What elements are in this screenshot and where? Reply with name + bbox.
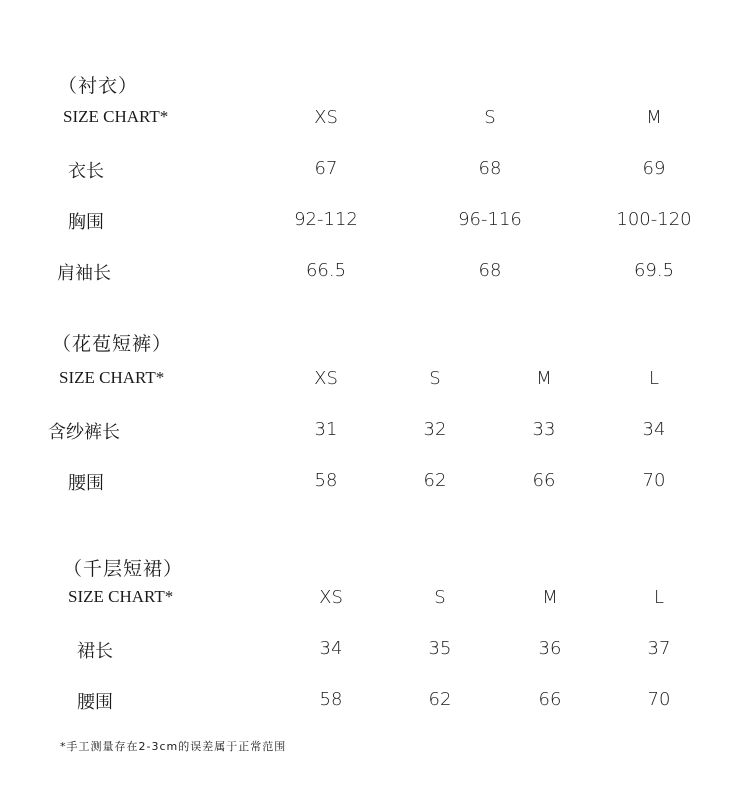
size-header-l: L xyxy=(648,368,660,389)
table-cell: 66 xyxy=(532,470,556,491)
size-chart-label: SIZE CHART* xyxy=(68,587,174,606)
row-label-length: 衣长 xyxy=(68,161,104,182)
size-header-m: M xyxy=(646,107,662,128)
table-cell: 66 xyxy=(538,689,562,710)
size-chart-label: SIZE CHART* xyxy=(59,368,165,387)
table-cell: 69.5 xyxy=(633,260,675,281)
table-cell: 68 xyxy=(478,158,502,179)
row-label-sleeve: 肩袖长 xyxy=(57,263,111,284)
table-cell: 33 xyxy=(532,419,556,440)
table-cell: 66.5 xyxy=(305,260,347,281)
size-header-xs: XS xyxy=(314,368,338,389)
size-header-l: L xyxy=(653,587,665,608)
table-cell: 34 xyxy=(319,638,343,659)
table-cell: 37 xyxy=(647,638,671,659)
size-chart-label: SIZE CHART* xyxy=(63,107,169,126)
table-cell: 96-116 xyxy=(458,209,522,230)
footnote: *手工测量存在2-3cm的误差属于正常范围 xyxy=(60,740,287,753)
table-cell: 58 xyxy=(314,470,338,491)
size-header-m: M xyxy=(542,587,558,608)
size-header-m: M xyxy=(536,368,552,389)
table-cell: 31 xyxy=(314,419,338,440)
size-header-s: S xyxy=(429,368,441,389)
size-header-xs: XS xyxy=(319,587,343,608)
row-label-waist: 腰围 xyxy=(77,692,113,713)
size-header-s: S xyxy=(434,587,446,608)
table-cell: 70 xyxy=(647,689,671,710)
table-cell: 58 xyxy=(319,689,343,710)
table-cell: 34 xyxy=(642,419,666,440)
table-cell: 100-120 xyxy=(616,209,692,230)
table-cell: 36 xyxy=(538,638,562,659)
row-label-skirt-length: 裙长 xyxy=(77,641,113,662)
table-title-skirt: （千层短裙） xyxy=(63,558,184,580)
size-header-xs: XS xyxy=(314,107,338,128)
table-cell: 70 xyxy=(642,470,666,491)
row-label-waist: 腰围 xyxy=(68,473,104,494)
table-title-shirt: （衬衣） xyxy=(58,75,139,97)
table-cell: 67 xyxy=(314,158,338,179)
table-cell: 69 xyxy=(642,158,666,179)
table-cell: 62 xyxy=(428,689,452,710)
table-cell: 35 xyxy=(428,638,452,659)
table-title-shorts: （花苞短裤） xyxy=(52,333,173,355)
table-cell: 32 xyxy=(423,419,447,440)
row-label-chest: 胸围 xyxy=(68,212,104,233)
size-header-s: S xyxy=(484,107,496,128)
table-cell: 68 xyxy=(478,260,502,281)
row-label-length-with-tulle: 含纱裤长 xyxy=(48,422,120,443)
table-cell: 92-112 xyxy=(294,209,358,230)
table-cell: 62 xyxy=(423,470,447,491)
